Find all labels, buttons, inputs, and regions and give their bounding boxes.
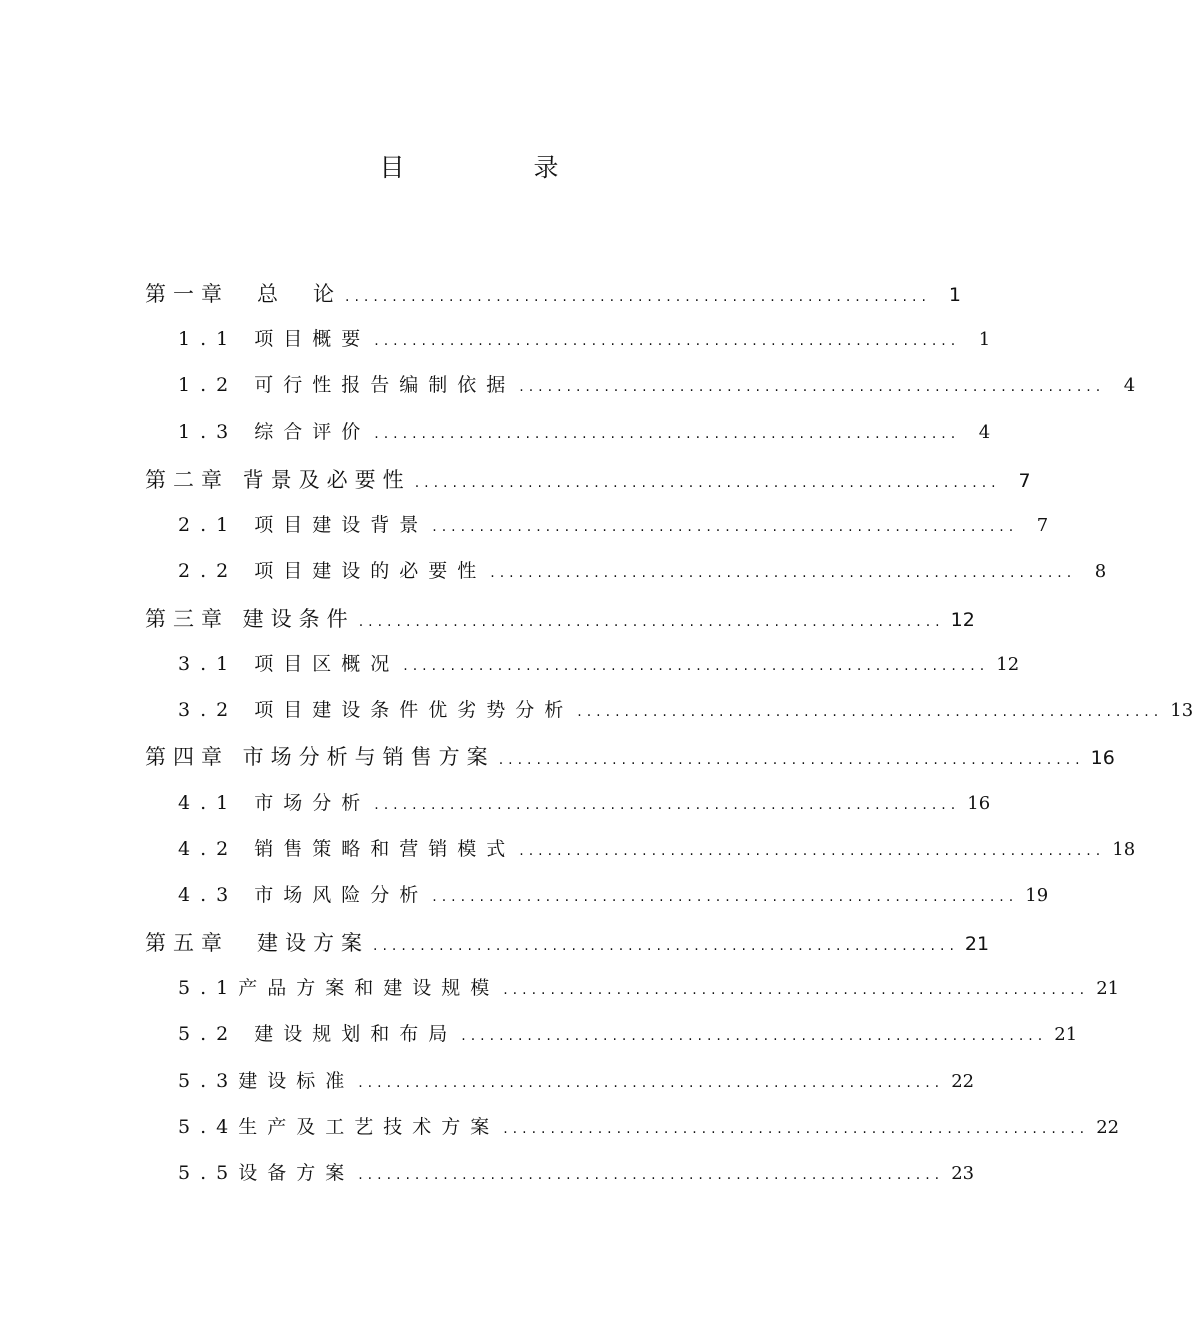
toc-leader-dots: .............................................................. (577, 704, 1164, 720)
toc-entry-title: 5.5设备方案 (178, 1162, 355, 1184)
toc-entry-chapter-3[interactable] (145, 603, 975, 643)
toc-leader-dots: .............................................................. (503, 1121, 1090, 1137)
toc-entry-section-1-1[interactable] (178, 324, 991, 364)
toc-leader-dots: .............................................................. (461, 1028, 1048, 1044)
toc-entry-section-2-2[interactable] (178, 556, 1107, 596)
toc-page-number: 21 (964, 933, 990, 955)
toc-page-number: 13 (1170, 700, 1193, 721)
toc-page-number: 21 (1096, 978, 1120, 999)
toc-leader-dots: .............................................................. (373, 938, 959, 954)
toc-entry-title: 5.2 建设规划和布局 (178, 1023, 458, 1045)
toc-entry-title: 4.3 市场风险分析 (178, 884, 429, 906)
toc-entry-section-3-1[interactable] (178, 649, 1020, 689)
toc-entry-title: 第一章 总 论 (145, 282, 341, 306)
toc-leader-dots: .............................................................. (490, 565, 1077, 581)
toc-entry-title: 第五章 建设方案 (145, 931, 369, 955)
toc-entry-section-5-3[interactable] (178, 1066, 975, 1106)
toc-leader-dots: .............................................................. (345, 289, 931, 305)
toc-entry-section-4-3[interactable] (178, 880, 1049, 920)
toc-page-number: 12 (996, 654, 1020, 675)
toc-entry-title: 2.1 项目建设背景 (178, 514, 429, 536)
toc-entry-section-5-2[interactable] (178, 1019, 1078, 1059)
toc-entry-section-5-1[interactable] (178, 973, 1120, 1013)
toc-entry-chapter-1[interactable] (145, 278, 961, 318)
toc-entry-section-5-4[interactable] (178, 1112, 1120, 1152)
toc-leader-dots: .............................................................. (414, 475, 1001, 491)
toc-entry-chapter-4[interactable] (145, 741, 1115, 781)
toc-entry-section-4-2[interactable] (178, 834, 1136, 874)
toc-entry-title: 5.3建设标准 (178, 1070, 355, 1092)
toc-leader-dots: .............................................................. (403, 658, 990, 674)
toc-page-number: 12 (950, 609, 975, 631)
toc-page-number: 4 (978, 422, 991, 443)
toc-page-number: 1 (978, 329, 991, 350)
toc-entry-section-1-2[interactable] (178, 370, 1136, 410)
toc-entry-title: 4.1 市场分析 (178, 792, 371, 814)
toc-entry-section-5-5[interactable] (178, 1158, 975, 1198)
toc-entry-title: 1.1 项目概要 (178, 328, 371, 350)
toc-leader-dots: .............................................................. (519, 843, 1106, 859)
toc-entry-title: 2.2 项目建设的必要性 (178, 560, 487, 582)
toc-entry-title: 1.2 可行性报告编制依据 (178, 374, 516, 396)
toc-page-number: 8 (1094, 561, 1107, 582)
toc-leader-dots: .............................................................. (374, 333, 961, 349)
toc-page-number: 23 (951, 1163, 975, 1184)
toc-entry-section-4-1[interactable] (178, 788, 991, 828)
toc-entry-title: 3.1 项目区概况 (178, 653, 400, 675)
toc-leader-dots: .............................................................. (358, 1075, 945, 1091)
toc-leader-dots: .............................................................. (432, 889, 1019, 905)
toc-page-number: 22 (1096, 1117, 1120, 1138)
toc-entry-title: 第二章 背景及必要性 (145, 468, 411, 492)
toc-page-number: 1 (948, 284, 961, 306)
toc-leader-dots: .............................................................. (374, 797, 961, 813)
toc-entry-title: 1.3 综合评价 (178, 421, 371, 443)
page-title: 目 录 (379, 153, 611, 182)
toc-leader-dots: .............................................................. (519, 379, 1106, 395)
toc-leader-dots: .............................................................. (498, 752, 1085, 768)
toc-entry-section-3-2[interactable] (178, 695, 1193, 735)
toc-entry-title: 第三章 建设条件 (145, 607, 355, 631)
toc-page-number: 4 (1123, 375, 1136, 396)
toc-entry-section-1-3[interactable] (178, 417, 991, 457)
toc-leader-dots: .............................................................. (503, 982, 1090, 998)
toc-page-number: 7 (1036, 515, 1049, 536)
toc-entry-chapter-5[interactable] (145, 927, 990, 967)
toc-entry-chapter-2[interactable] (145, 464, 1031, 504)
toc-entry-section-2-1[interactable] (178, 510, 1049, 550)
toc-page-number: 16 (1090, 747, 1115, 769)
toc-entry-title: 第四章 市场分析与销售方案 (145, 745, 495, 769)
toc-page-number: 22 (951, 1071, 975, 1092)
toc-leader-dots: .............................................................. (374, 426, 961, 442)
toc-leader-dots: .............................................................. (358, 1167, 945, 1183)
toc-entry-title: 4.2 销售策略和营销模式 (178, 838, 516, 860)
toc-entry-title: 3.2 项目建设条件优劣势分析 (178, 699, 574, 721)
toc-page-number: 16 (967, 793, 991, 814)
toc-leader-dots: .............................................................. (432, 519, 1019, 535)
toc-entry-title: 5.4生产及工艺技术方案 (178, 1116, 500, 1138)
toc-page-number: 21 (1054, 1024, 1078, 1045)
toc-entry-title: 5.1产品方案和建设规模 (178, 977, 500, 999)
toc-page-number: 7 (1018, 470, 1031, 492)
toc-leader-dots: .............................................................. (358, 614, 945, 630)
toc-page-number: 18 (1112, 839, 1136, 860)
toc-page-number: 19 (1025, 885, 1049, 906)
